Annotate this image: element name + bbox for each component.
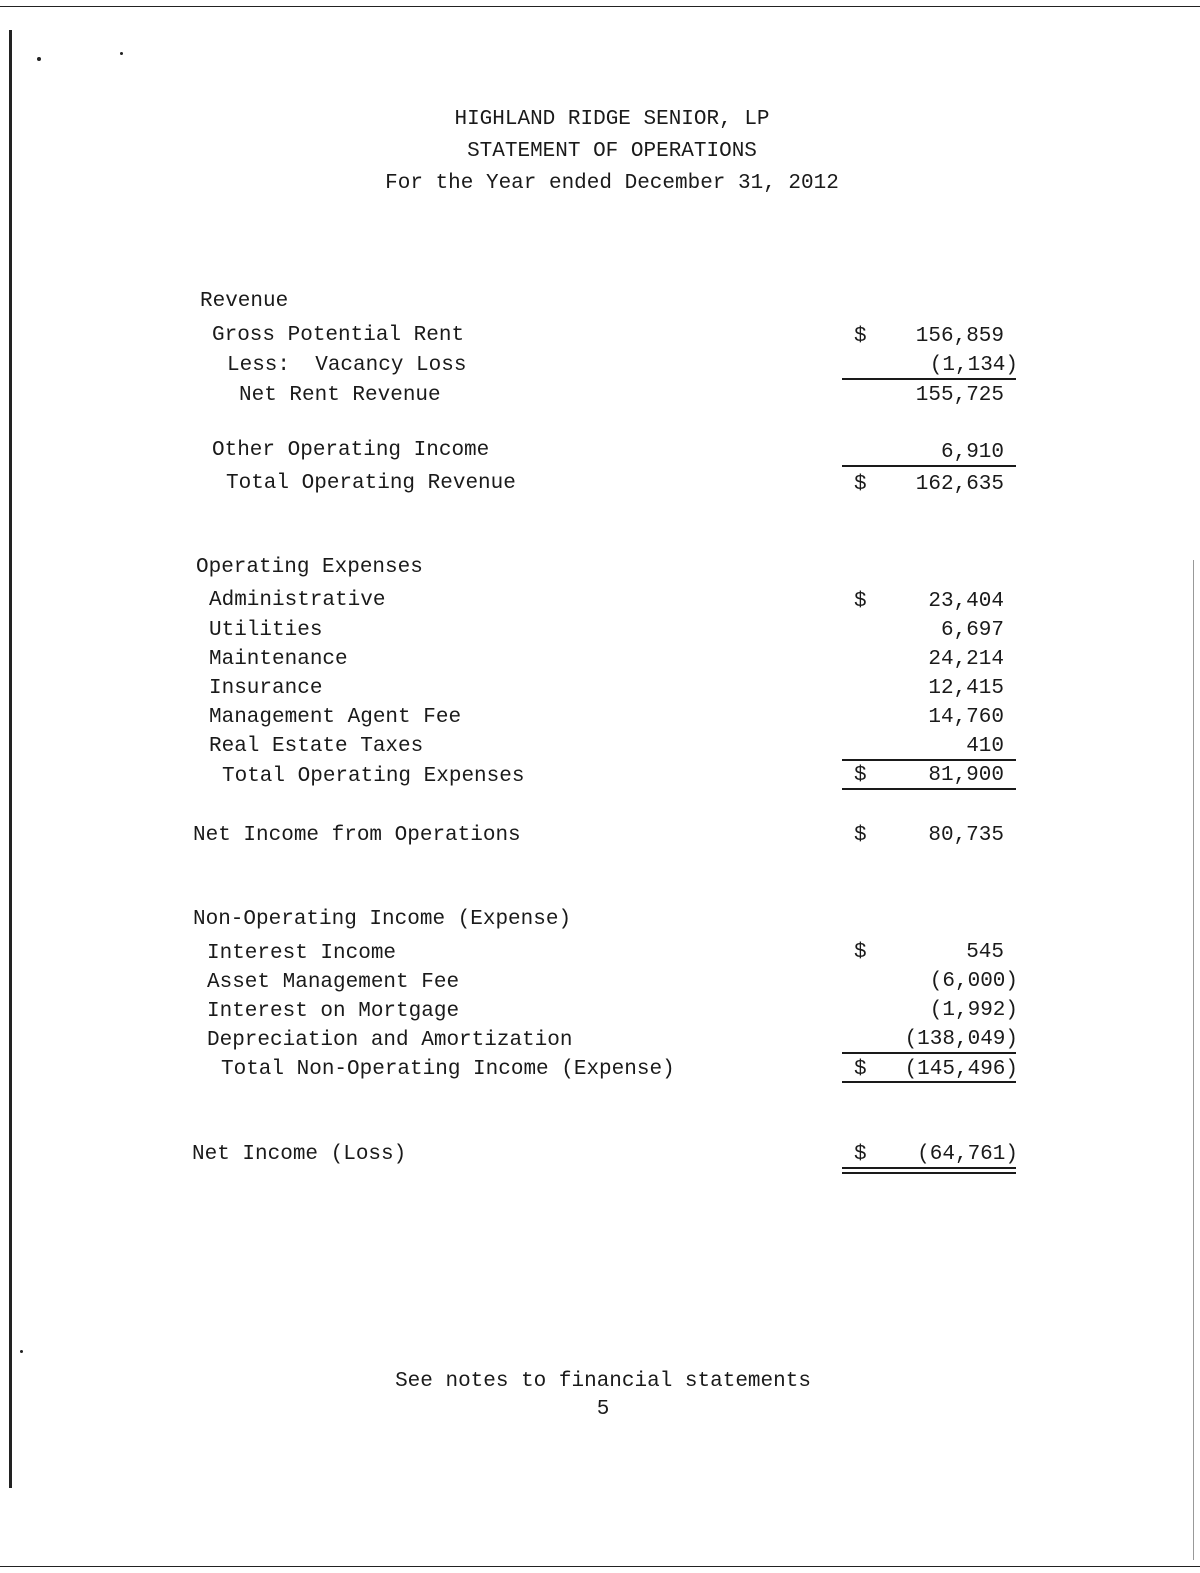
scan-speck <box>20 1350 23 1353</box>
expense-value: 24,214 <box>928 648 1004 671</box>
subtotal-rule <box>842 1052 1016 1054</box>
expense-value: 14,760 <box>928 706 1004 729</box>
footer-note: See notes to financial statements <box>395 1370 811 1393</box>
total-non-operating-dollar: $ <box>854 1058 867 1081</box>
non-operating-dollar: $ <box>854 941 867 964</box>
total-expenses-value: 81,900 <box>928 764 1004 787</box>
scan-top-edge <box>0 6 1200 7</box>
total-non-operating-value: (145,496) <box>904 1058 1018 1081</box>
non-operating-label: Interest on Mortgage <box>207 1000 460 1023</box>
vacancy-loss-value: (1,134) <box>929 354 1018 377</box>
expense-label: Insurance <box>209 677 323 700</box>
net-rent-value: 155,725 <box>915 384 1004 407</box>
scan-left-edge <box>9 30 12 1488</box>
total-revenue-dollar: $ <box>854 473 867 496</box>
non-operating-label: Asset Management Fee <box>207 971 460 994</box>
non-operating-value: (1,992) <box>929 999 1018 1022</box>
net-rent-label: Net Rent Revenue <box>239 384 441 407</box>
double-rule-top <box>842 1167 1016 1169</box>
total-revenue-label: Total Operating Revenue <box>226 472 516 495</box>
statement-period: For the Year ended December 31, 2012 <box>385 172 839 195</box>
other-income-label: Other Operating Income <box>212 439 490 462</box>
page-number: 5 <box>596 1398 610 1421</box>
non-operating-label: Depreciation and Amortization <box>207 1029 573 1052</box>
total-rule <box>842 1081 1016 1083</box>
expense-label: Real Estate Taxes <box>209 735 424 758</box>
gross-rent-label: Gross Potential Rent <box>212 324 465 347</box>
expense-label: Management Agent Fee <box>209 706 462 729</box>
non-operating-value: 545 <box>966 941 1004 964</box>
gross-rent-dollar: $ <box>854 325 867 348</box>
scan-bottom-edge <box>0 1566 1200 1567</box>
net-income-label: Net Income (Loss) <box>192 1143 407 1166</box>
scan-speck <box>120 52 123 55</box>
expense-value: 23,404 <box>928 590 1004 613</box>
vacancy-loss-label: Less: Vacancy Loss <box>227 354 467 377</box>
non-operating-label: Interest Income <box>207 942 397 965</box>
net-operations-value: 80,735 <box>928 824 1004 847</box>
non-operating-value: (6,000) <box>929 970 1018 993</box>
scan-speck <box>37 57 41 61</box>
expense-value: 12,415 <box>928 677 1004 700</box>
net-income-value: (64,761) <box>917 1143 1018 1166</box>
expense-label: Utilities <box>209 619 323 642</box>
expense-value: 410 <box>966 735 1004 758</box>
net-operations-dollar: $ <box>854 824 867 847</box>
non-operating-value: (138,049) <box>904 1028 1018 1051</box>
subtotal-rule <box>842 759 1016 761</box>
non-operating-heading: Non-Operating Income (Expense) <box>193 908 572 931</box>
total-rule <box>842 788 1016 790</box>
statement-title: STATEMENT OF OPERATIONS <box>467 140 757 163</box>
company-name: HIGHLAND RIDGE SENIOR, LP <box>454 108 770 131</box>
total-revenue-value: 162,635 <box>915 473 1004 496</box>
net-income-dollar: $ <box>854 1143 867 1166</box>
double-rule-bottom <box>842 1172 1016 1174</box>
expense-value: 6,697 <box>940 619 1004 642</box>
expense-label: Maintenance <box>209 648 348 671</box>
subtotal-rule <box>842 465 1016 467</box>
subtotal-rule <box>842 378 1016 380</box>
revenue-heading: Revenue <box>200 290 289 313</box>
net-operations-label: Net Income from Operations <box>193 824 521 847</box>
gross-rent-value: 156,859 <box>915 325 1004 348</box>
total-expenses-dollar: $ <box>854 764 867 787</box>
total-expenses-label: Total Operating Expenses <box>222 765 525 788</box>
expense-label: Administrative <box>209 589 386 612</box>
total-non-operating-label: Total Non-Operating Income (Expense) <box>221 1058 675 1081</box>
expenses-dollar: $ <box>854 590 867 613</box>
expenses-heading: Operating Expenses <box>196 556 423 579</box>
other-income-value: 6,910 <box>940 441 1004 464</box>
